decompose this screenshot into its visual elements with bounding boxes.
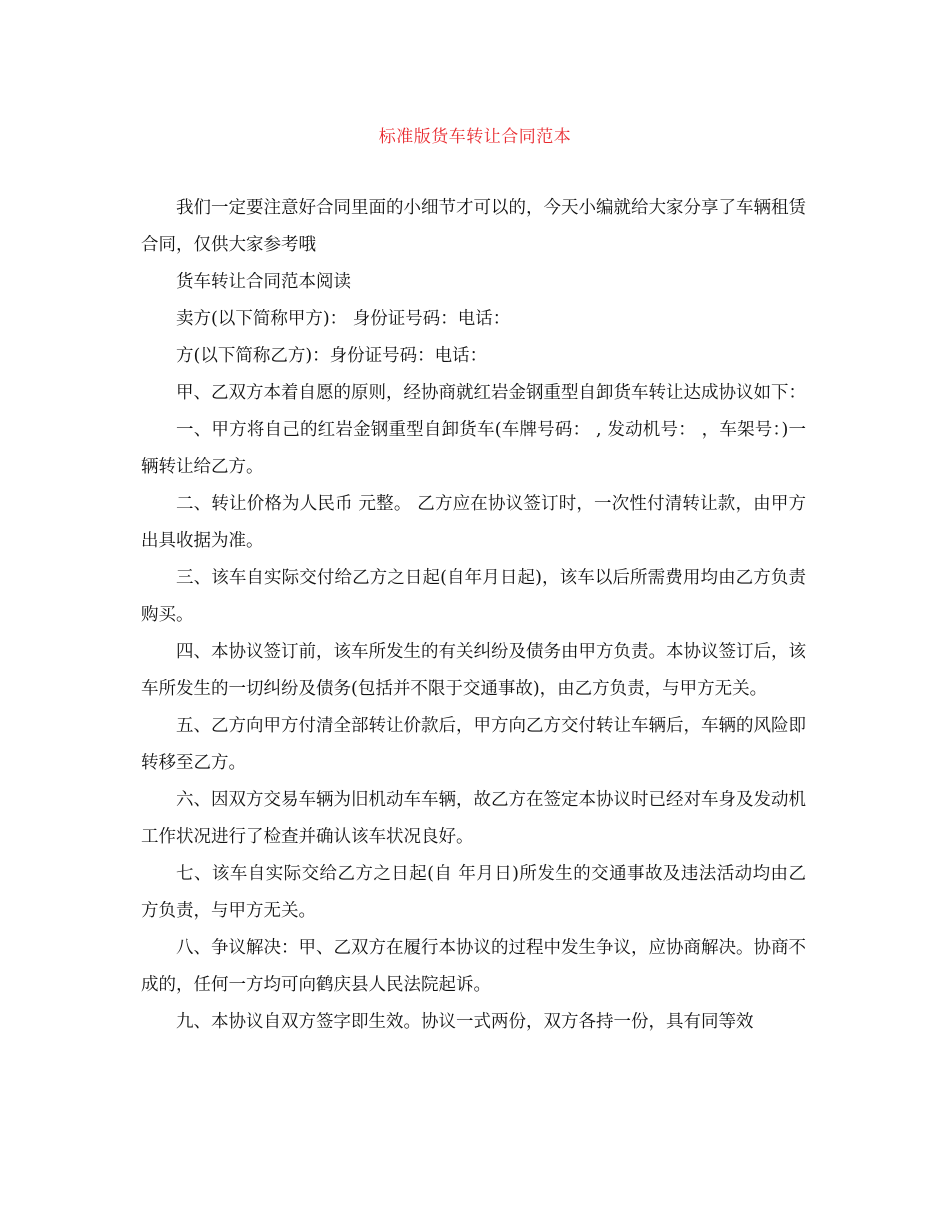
clause-1: 一、甲方将自己的红岩金钢重型自卸货车(车牌号码： , 发动机号： ，车架号：)一辆转让给乙方。	[141, 420, 806, 477]
clause-4: 四、本协议签订前，该车所发生的有关纠纷及债务由甲方负责。本协议签订后，该车所发生的一切纠纷及债务(包括并不限于交通事故)，由乙方负责，与甲方无关。	[141, 642, 806, 699]
clause-7: 七、该车自实际交给乙方之日起(自 年月日)所发生的交通事故及违法活动均由乙方负责，与甲方无关。	[141, 864, 806, 921]
clause-5: 五、乙方向甲方付清全部转让价款后，甲方向乙方交付转让车辆后，车辆的风险即转移至乙方。	[141, 716, 806, 773]
paragraph-intro: 我们一定要注意好合同里面的小细节才可以的，今天小编就给大家分享了车辆租赁合同，仅供大家参考哦	[141, 198, 806, 255]
clause-9: 九、本协议自双方签字即生效。协议一式两份，双方各持一份，具有同等效	[176, 1012, 754, 1032]
clause-3: 三、该车自实际交付给乙方之日起(自年月日起)，该车以后所需费用均由乙方负责购买。	[141, 568, 806, 625]
clause-8: 八、争议解决：甲、乙双方在履行本协议的过程中发生争议，应协商解决。协商不成的，任何一方均可向鹤庆县人民法院起诉。	[141, 938, 806, 995]
paragraph-buyer: 方(以下简称乙方)：身份证号码：电话：	[176, 346, 488, 366]
paragraph-heading: 货车转让合同范本阅读	[176, 272, 351, 292]
document-body	[141, 190, 806, 1041]
clause-2: 二、转让价格为人民币 元整。 乙方应在协议签订时，一次性付清转让款，由甲方出具收据为准。	[141, 494, 806, 551]
paragraph-agreement: 甲、乙双方本着自愿的原则，经协商就红岩金钢重型自卸货车转让达成协议如下：	[176, 383, 806, 403]
document-title: 标准版货车转让合同范本	[378, 127, 572, 147]
clause-6: 六、因双方交易车辆为旧机动车车辆，故乙方在签定本协议时已经对车身及发动机工作状况进行了检查并确认该车状况良好。	[141, 790, 806, 847]
paragraph-seller: 卖方(以下简称甲方)： 身份证号码：电话：	[176, 309, 511, 329]
